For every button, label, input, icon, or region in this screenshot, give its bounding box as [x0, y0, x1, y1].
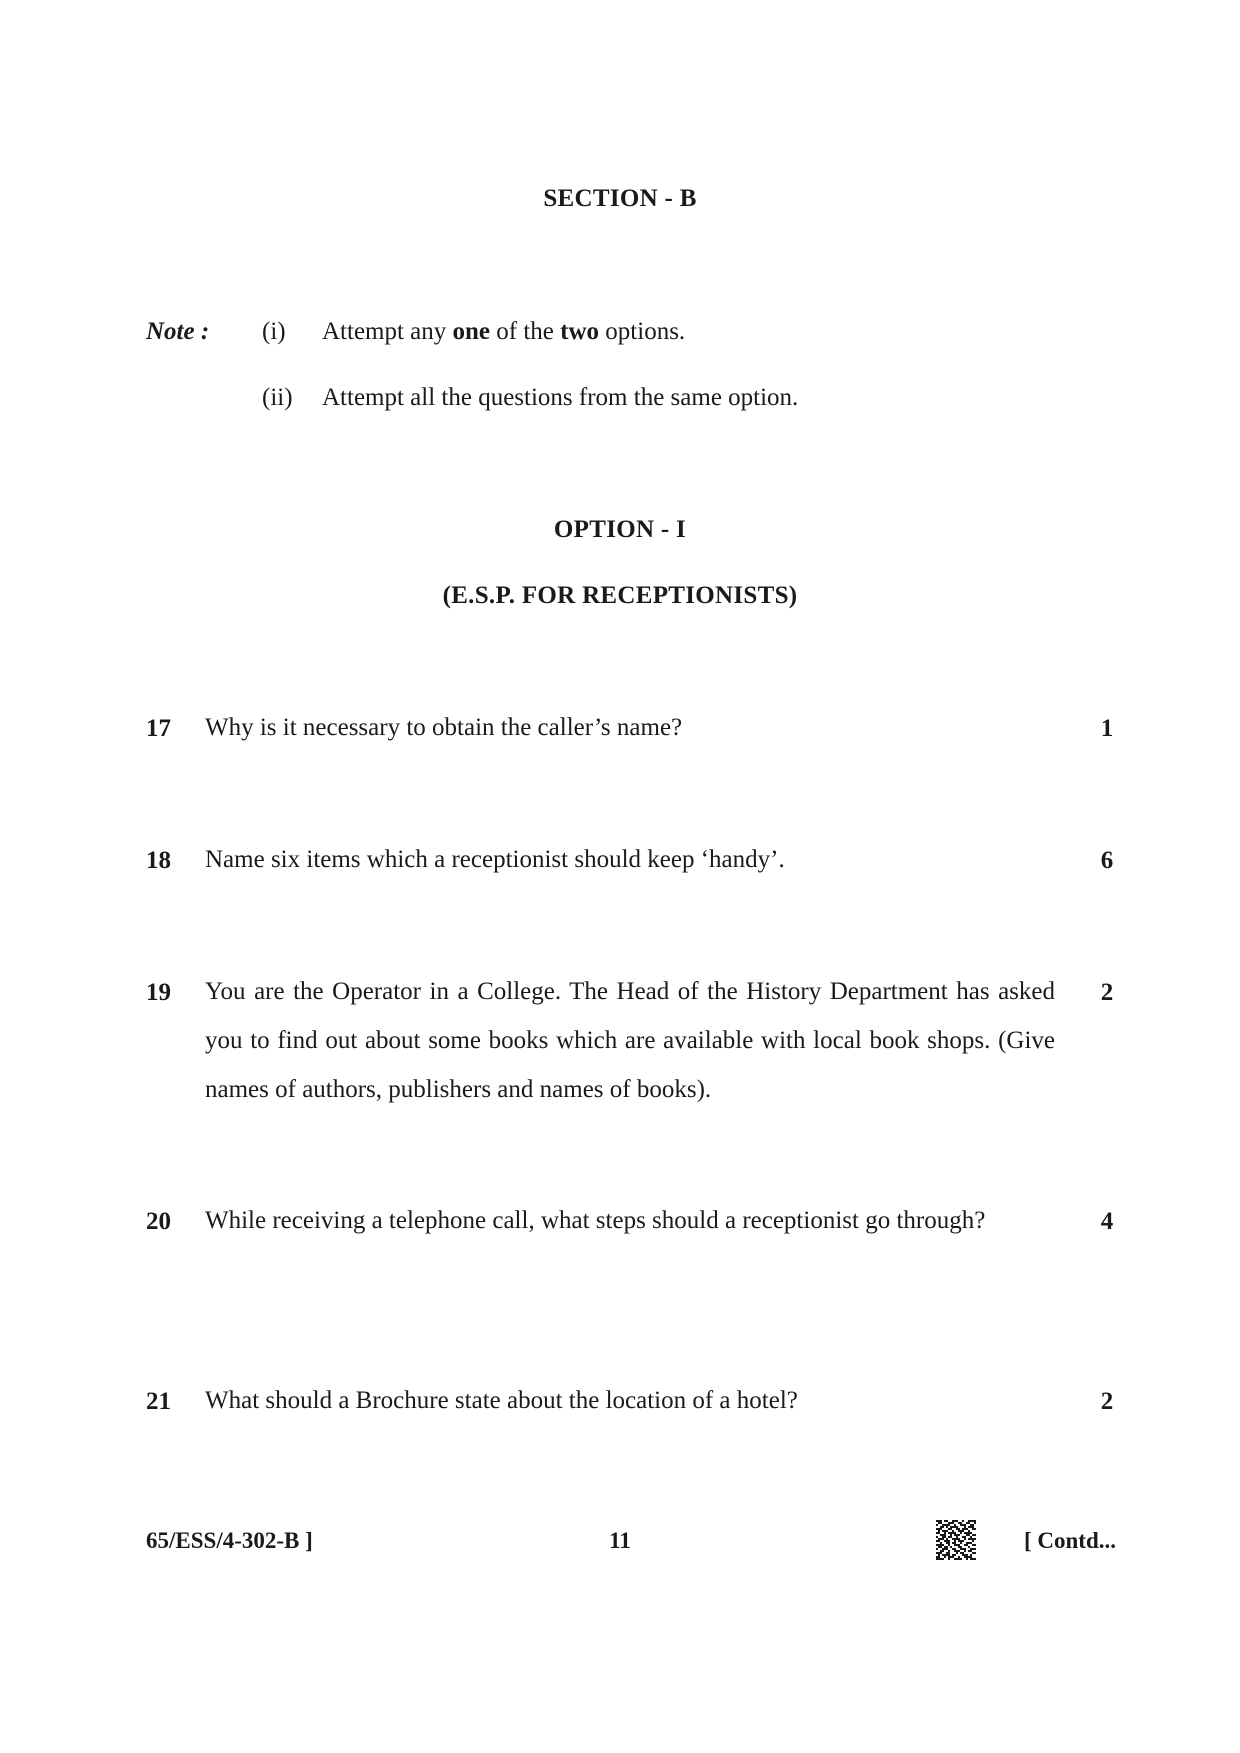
section-title: SECTION - B — [543, 185, 697, 212]
question-marks: 4 — [1100, 1208, 1114, 1235]
question-marks: 1 — [1100, 715, 1114, 742]
note-item-1-post: options. — [599, 318, 686, 345]
question-marks: 2 — [1100, 1388, 1114, 1415]
question-number: 20 — [146, 1208, 171, 1235]
question-marks: 6 — [1100, 847, 1114, 874]
note-label: Note : — [146, 318, 210, 345]
question-text: While receiving a telephone call, what steps should a receptionist go through? — [205, 1207, 986, 1234]
note-item-2-number: (ii) — [262, 384, 293, 411]
note-item-1-number: (i) — [262, 318, 286, 345]
question-text: Name six items which a receptionist should keep ‘handy’. — [205, 846, 785, 873]
question-text: Why is it necessary to obtain the caller’s name? — [205, 714, 683, 741]
question-text: What should a Brochure state about the location of a hotel? — [205, 1387, 798, 1414]
note-item-1-text — [322, 318, 685, 346]
question-number: 17 — [146, 715, 171, 742]
note-item-1-bold-two: two — [560, 318, 600, 345]
qr-code-icon — [936, 1520, 976, 1560]
question-text: You are the Operator in a College. The Head of the History Department has asked you to find out about some books which are available with local book shops. (Give names of authors, publishers and names of books). — [205, 978, 1055, 1103]
question-number: 19 — [146, 979, 171, 1006]
question-marks: 2 — [1100, 979, 1114, 1006]
page-number: 11 — [609, 1528, 631, 1553]
paper-code: 65/ESS/4-302-B ] — [146, 1528, 313, 1553]
question-number: 18 — [146, 847, 171, 874]
continued-label: [ Contd... — [1023, 1528, 1116, 1553]
option-subtitle: (E.S.P. FOR RECEPTIONISTS) — [442, 582, 798, 609]
note-item-2-text: Attempt all the questions from the same option. — [322, 384, 799, 411]
note-item-1-mid: of the — [490, 318, 561, 345]
question-number: 21 — [146, 1388, 171, 1415]
option-title: OPTION - I — [553, 516, 687, 543]
note-item-1-pre: Attempt any — [322, 318, 453, 345]
note-item-1-bold-one: one — [452, 318, 491, 345]
